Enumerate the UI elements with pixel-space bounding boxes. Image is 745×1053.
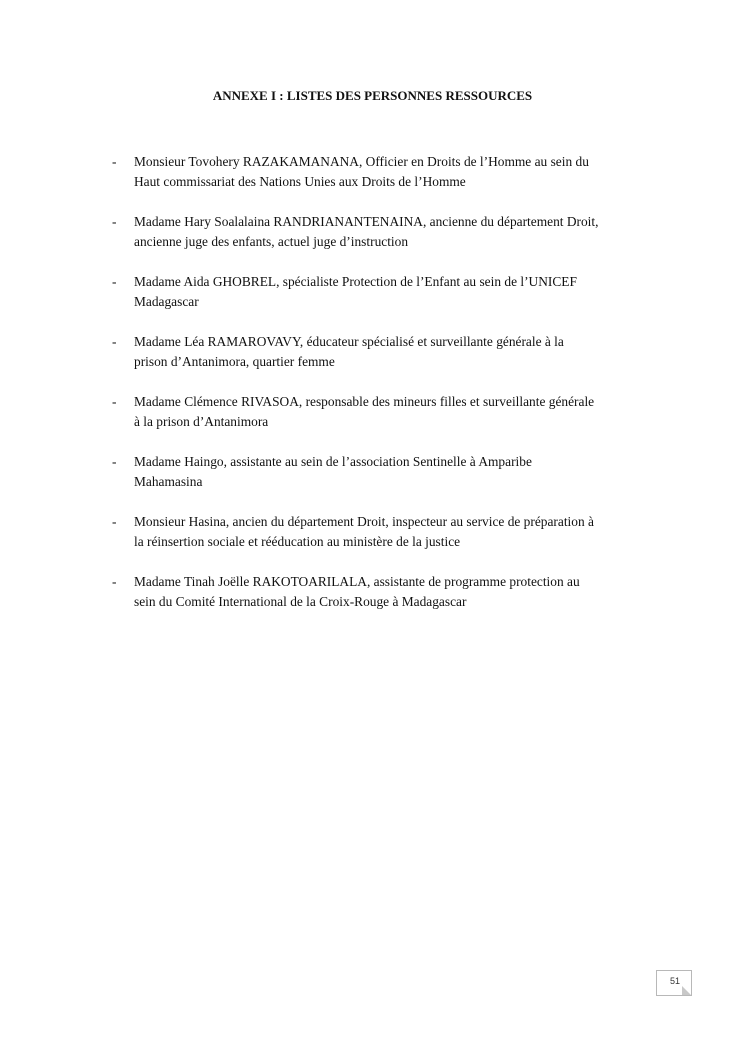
page-title-text: ANNEXE I : LISTES DES PERSONNES RESSOURCES bbox=[212, 88, 533, 103]
list-item bbox=[112, 272, 672, 312]
list-item bbox=[112, 572, 672, 612]
page-fold-corner-icon bbox=[682, 986, 692, 996]
list-item-line: Madagascar bbox=[134, 294, 199, 309]
list-item-line: Madame Haingo, assistante au sein de l’association Sentinelle à Amparibe bbox=[134, 454, 532, 469]
list-bullet: - bbox=[112, 154, 117, 169]
list-item bbox=[112, 152, 672, 192]
list-bullet: - bbox=[112, 574, 117, 589]
list-item-line: Madame Clémence RIVASOA, responsable des mineurs filles et surveillante générale bbox=[134, 394, 595, 409]
list-item-line: à la prison d’Antanimora bbox=[134, 414, 269, 429]
list-item-line: Monsieur Tovohery RAZAKAMANANA, Officier en Droits de l’Homme au sein du bbox=[134, 154, 589, 169]
list-item-line: Madame Aida GHOBREL, spécialiste Protection de l’Enfant au sein de l’UNICEF bbox=[134, 274, 577, 289]
list-bullet: - bbox=[112, 514, 117, 529]
list-item-line: Madame Léa RAMAROVAVY, éducateur spécialisé et surveillante générale à la bbox=[134, 334, 564, 349]
list-item bbox=[112, 332, 672, 372]
list-item-line: la réinsertion sociale et rééducation au ministère de la justice bbox=[134, 534, 461, 549]
list-bullet: - bbox=[112, 394, 117, 409]
list-bullet: - bbox=[112, 214, 117, 229]
list-item bbox=[112, 512, 672, 552]
list-item bbox=[112, 212, 672, 252]
list-item-line: Madame Tinah Joëlle RAKOTOARILALA, assistante de programme protection au bbox=[134, 574, 580, 589]
list-bullet: - bbox=[112, 274, 117, 289]
list-bullet: - bbox=[112, 334, 117, 349]
resource-persons-list bbox=[112, 152, 672, 632]
list-item bbox=[112, 392, 672, 432]
list-item-line: prison d’Antanimora, quartier femme bbox=[134, 354, 335, 369]
list-item-line: Madame Hary Soalalaina RANDRIANANTENAINA, ancienne du département Droit, bbox=[134, 214, 599, 229]
list-item-line: Haut commissariat des Nations Unies aux Droits de l’Homme bbox=[134, 174, 466, 189]
list-item-line: ancienne juge des enfants, actuel juge d’instruction bbox=[134, 234, 409, 249]
page-number-box bbox=[656, 970, 692, 996]
list-item-line: sein du Comité International de la Croix-Rouge à Madagascar bbox=[134, 594, 467, 609]
list-bullet: - bbox=[112, 454, 117, 469]
list-item bbox=[112, 452, 672, 492]
list-item-line: Mahamasina bbox=[134, 474, 203, 489]
page-title bbox=[0, 88, 745, 104]
list-item-line: Monsieur Hasina, ancien du département Droit, inspecteur au service de préparation à bbox=[134, 514, 594, 529]
page-number: 51 bbox=[669, 976, 680, 986]
